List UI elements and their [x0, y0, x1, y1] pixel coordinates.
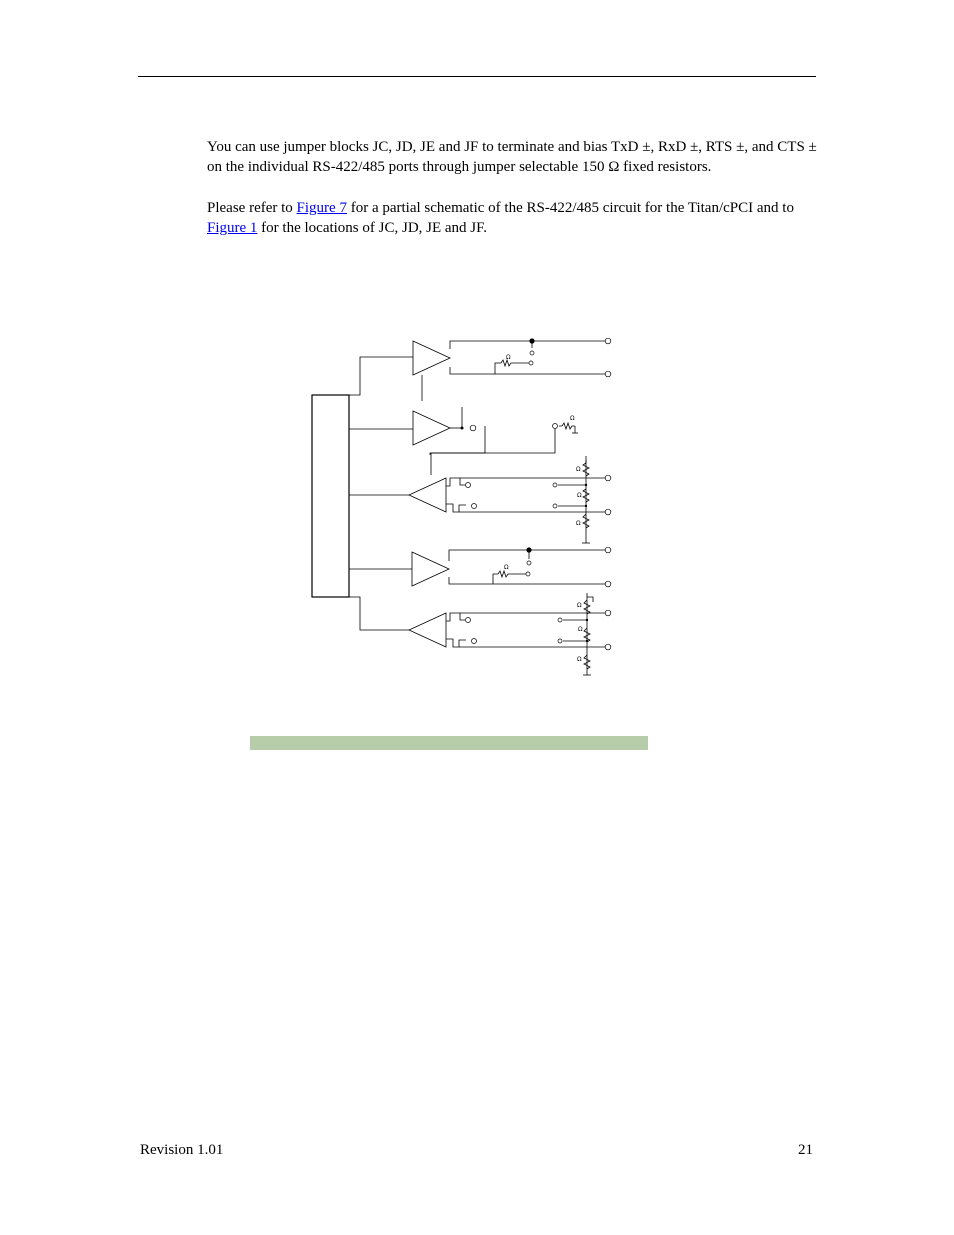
omega-label-5: Ω [576, 520, 581, 527]
figure-1-link[interactable]: Figure 1 [207, 220, 258, 236]
footer-page-number: 21 [798, 1142, 813, 1158]
header-rule [138, 76, 816, 77]
driver-rts [413, 411, 450, 445]
driver-cts [412, 552, 449, 586]
jumper-paragraph: You can use jumper blocks JC, JD, JE and JF to terminate and bias TxD ±, RxD ±, RTS ±, and CTS ± on the individual RS-422/485 ports through jumper selectable 150 Ω fixed resistors. [207, 139, 817, 175]
omega-label-2: Ω [570, 415, 575, 422]
omega-label-8: Ω [578, 626, 583, 633]
driver-txd [413, 341, 450, 375]
omega-label-6: Ω [504, 564, 509, 571]
footer-revision: Revision 1.01 [140, 1142, 224, 1158]
figure-7-link[interactable]: Figure 7 [296, 200, 347, 216]
figure-caption-bar [250, 736, 648, 750]
receiver-cts [409, 613, 446, 647]
omega-label-3: Ω [576, 466, 581, 473]
receiver-rxd [409, 478, 446, 512]
reference-paragraph [207, 198, 817, 238]
omega-label-9: Ω [577, 656, 582, 663]
omega-label-4: Ω [577, 492, 582, 499]
omega-label-1: Ω [506, 354, 511, 361]
rs422-schematic [300, 325, 630, 685]
ref-text-before: Please refer to [207, 200, 297, 216]
connector-block [312, 395, 349, 597]
ref-text-after: for the locations of JC, JD, JE and JF. [257, 220, 488, 236]
ref-text-middle: for a partial schematic of the RS-422/485 circuit for the Titan/cPCI and to [346, 200, 794, 216]
omega-label-7: Ω [577, 602, 582, 609]
